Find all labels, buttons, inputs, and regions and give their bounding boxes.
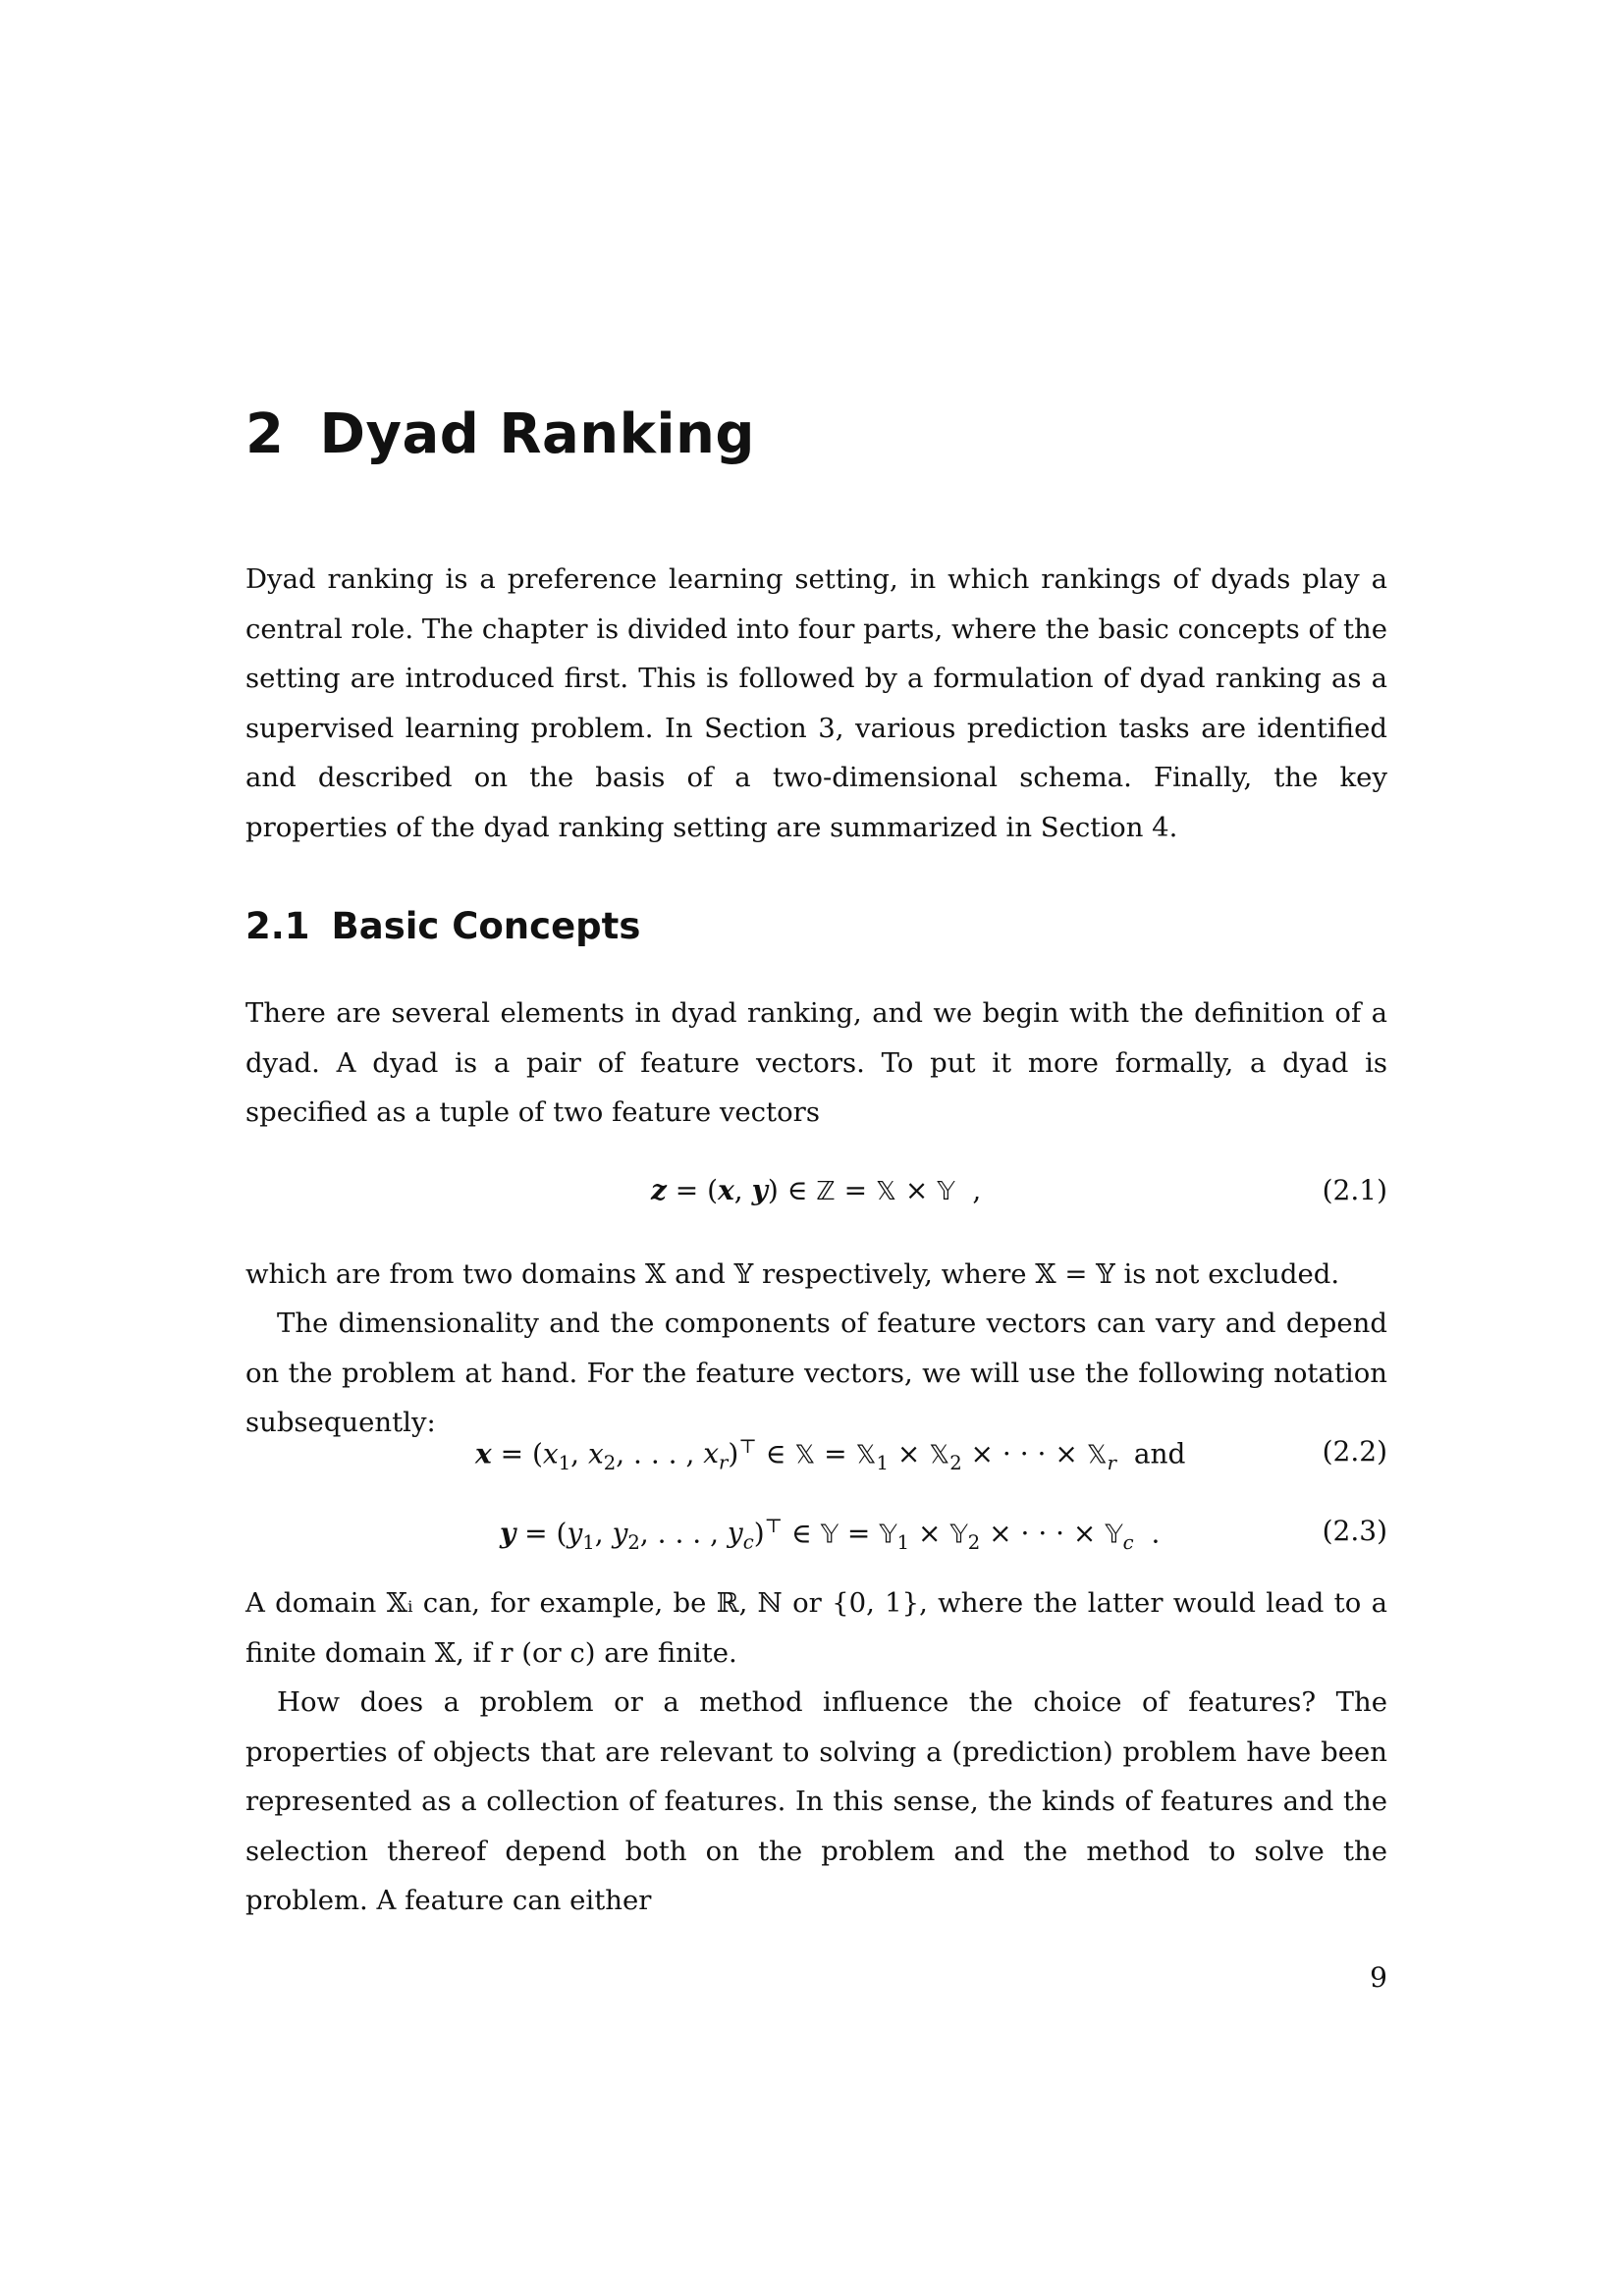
equation-2-1-number: (2.1) <box>1322 1174 1387 1206</box>
section-title <box>245 905 640 947</box>
equation-2-3 <box>245 1515 1387 1564</box>
paragraph-domains: which are from two domains 𝕏 and 𝕐 respectively, where 𝕏 = 𝕐 is not excluded. <box>245 1258 1340 1290</box>
equation-2-2-and: and <box>1133 1437 1186 1470</box>
paragraph-dimensionality: The dimensionality and the components of feature vectors can vary and depend on the problem at hand. For the feature vectors, we will use the following notation subsequently: <box>245 1308 1387 1438</box>
page-number: 9 <box>1370 1961 1387 1994</box>
equation-2-2 <box>245 1435 1387 1484</box>
equation-2-1 <box>245 1174 1387 1223</box>
page <box>245 0 1387 2296</box>
chapter-title-text: Dyad Ranking <box>319 402 755 466</box>
intro-paragraph: Dyad ranking is a preference learning setting, in which rankings of dyads play a central role. The chapter is divided into four parts, where the basic concepts of the setting are introduced first. This is followed by a formulation of dyad ranking as a supervised learning problem. In Section 3, various prediction tasks are identified and described on the basis of a two-dimensional schema. Finally, the key properties of the dyad ranking setting are summarized in Section 4. <box>245 563 1387 843</box>
equation-2-1-body: z = (x, y) ∈ ℤ = 𝕏 × 𝕐 , <box>651 1174 982 1206</box>
section-number: 2.1 <box>245 905 310 947</box>
equation-2-2-body: $x = (x_1$, $x_2$, . . . , $x_r)^⊤$ ∈ 𝕏 = 𝕏$_1$ × 𝕏$_2$ × · · · × 𝕏$_r$ and <box>475 1435 1186 1474</box>
paragraph-dyad-definition: There are several elements in dyad ranking, and we begin with the definition of a dyad. A dyad is a pair of feature vectors. To put it more formally, a dyad is specified as a tuple of two feature vectors <box>245 997 1387 1128</box>
paragraph-domain-example: A domain 𝕏ᵢ can, for example, be ℝ, ℕ or {0, 1}, where the latter would lead to a finite domain 𝕏, if r (or c) are finite. <box>245 1587 1387 1669</box>
equation-2-3-number: (2.3) <box>1322 1515 1387 1547</box>
chapter-number: 2 <box>245 402 285 466</box>
equation-2-2-number: (2.2) <box>1322 1435 1387 1468</box>
chapter-title <box>245 402 755 466</box>
equation-2-3-body: $y = (y_1$, $y_2$, . . . , $y_c)^⊤$ ∈ 𝕐 = 𝕐$_1$ × 𝕐$_2$ × · · · × 𝕐$_c$ . <box>500 1515 1161 1554</box>
paragraph-features: How does a problem or a method influence the choice of features? The properties of objects that are relevant to solving a (prediction) problem have been represented as a collection of features. In this sense, the kinds of features and the selection thereof depend both on the problem and the method to solve the problem. A feature can either <box>245 1686 1387 1916</box>
section-title-text: Basic Concepts <box>331 905 641 947</box>
